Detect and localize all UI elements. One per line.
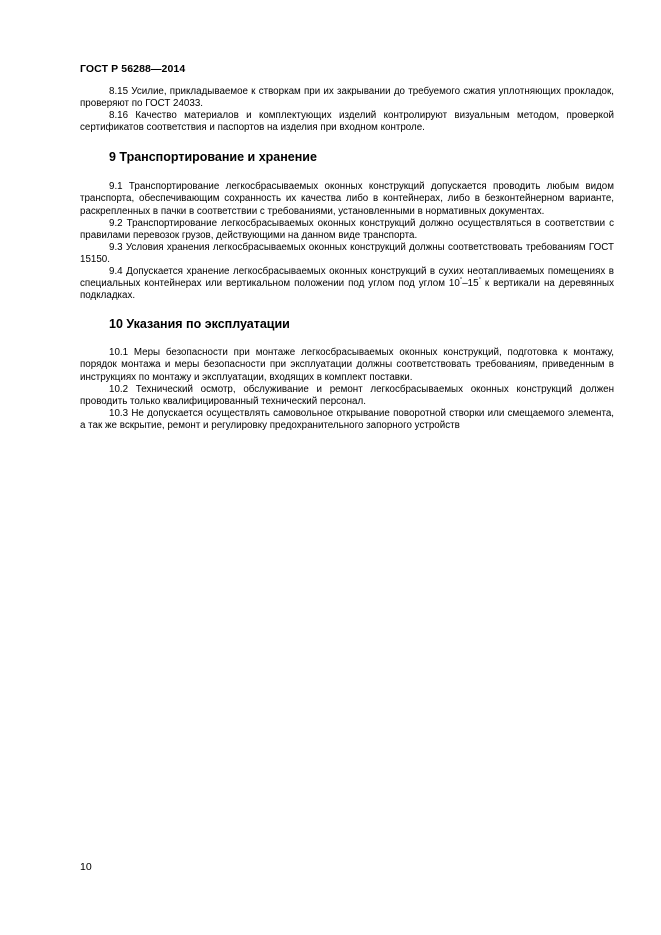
paragraph-10-2: 10.2 Технический осмотр, обслуживание и ремонт легкосбрасываемых оконных конструкций должен проводить только квалифицированный технический персонал.	[80, 383, 614, 407]
section-heading-10: 10 Указания по эксплуатации	[109, 317, 290, 332]
paragraph-10-3: 10.3 Не допускается осуществлять самовольное открывание поворотной створки или смещаемого элемента, а так же вскрытие, ремонт и регулировку предохранительного запорного устройств	[80, 407, 614, 431]
paragraph-9-4-part1: 9.4 Допускается хранение легкосбрасываемых оконных конструкций в сухих неотапливаемых помещениях в специальных контейнерах или вертикальном положении под углом под углом 10	[80, 266, 614, 290]
degree-sign-1: °	[459, 277, 463, 284]
degree-sign-2: °	[478, 277, 481, 284]
standard-header: ГОСТ Р 56288—2014	[80, 63, 186, 75]
paragraph-9-4-part2: –15	[462, 278, 479, 290]
paragraph-9-4	[80, 266, 614, 302]
paragraph-9-3: 9.3 Условия хранения легкосбрасываемых оконных конструкций должны соответствовать требованиям ГОСТ 15150.	[80, 241, 614, 265]
paragraph-8-16: 8.16 Качество материалов и комплектующих изделий контролируют визуальным методом, проверкой сертификатов соответствия и паспортов на изделия при входном контроле.	[80, 110, 614, 134]
paragraph-9-2: 9.2 Транспортирование легкосбрасываемых оконных конструкций должно осуществляться в соответствии с правилами перевозок грузов, действующими на данном виде транспорта.	[80, 217, 614, 241]
paragraph-8-15: 8.15 Усилие, прикладываемое к створкам при их закрывании до требуемого сжатия уплотняющих прокладок, проверяют по ГОСТ 24033.	[80, 86, 614, 110]
page-number: 10	[80, 861, 92, 873]
paragraph-9-1: 9.1 Транспортирование легкосбрасываемых оконных конструкций допускается проводить любым видом транспорта, обеспечивающим сохранность их качества либо в контейнерах, либо в безконтейнерном варианте, раскрепленных в пачки в соответствии с требованиями, установленными в нормативных документах.	[80, 181, 614, 217]
paragraph-9-4-part3: к вертикали на деревянных подкладках.	[80, 278, 614, 302]
paragraph-10-1: 10.1 Меры безопасности при монтаже легкосбрасываемых оконных конструкций, подготовка к монтажу, порядок монтажа и меры безопасности при эксплуатации должны соответствовать требованиям, приведенным в инструкциях по монтажу и эксплуатации, входящих в комплект поставки.	[80, 347, 614, 383]
section-heading-9: 9 Транспортирование и хранение	[109, 150, 317, 165]
page-content	[80, 86, 614, 432]
